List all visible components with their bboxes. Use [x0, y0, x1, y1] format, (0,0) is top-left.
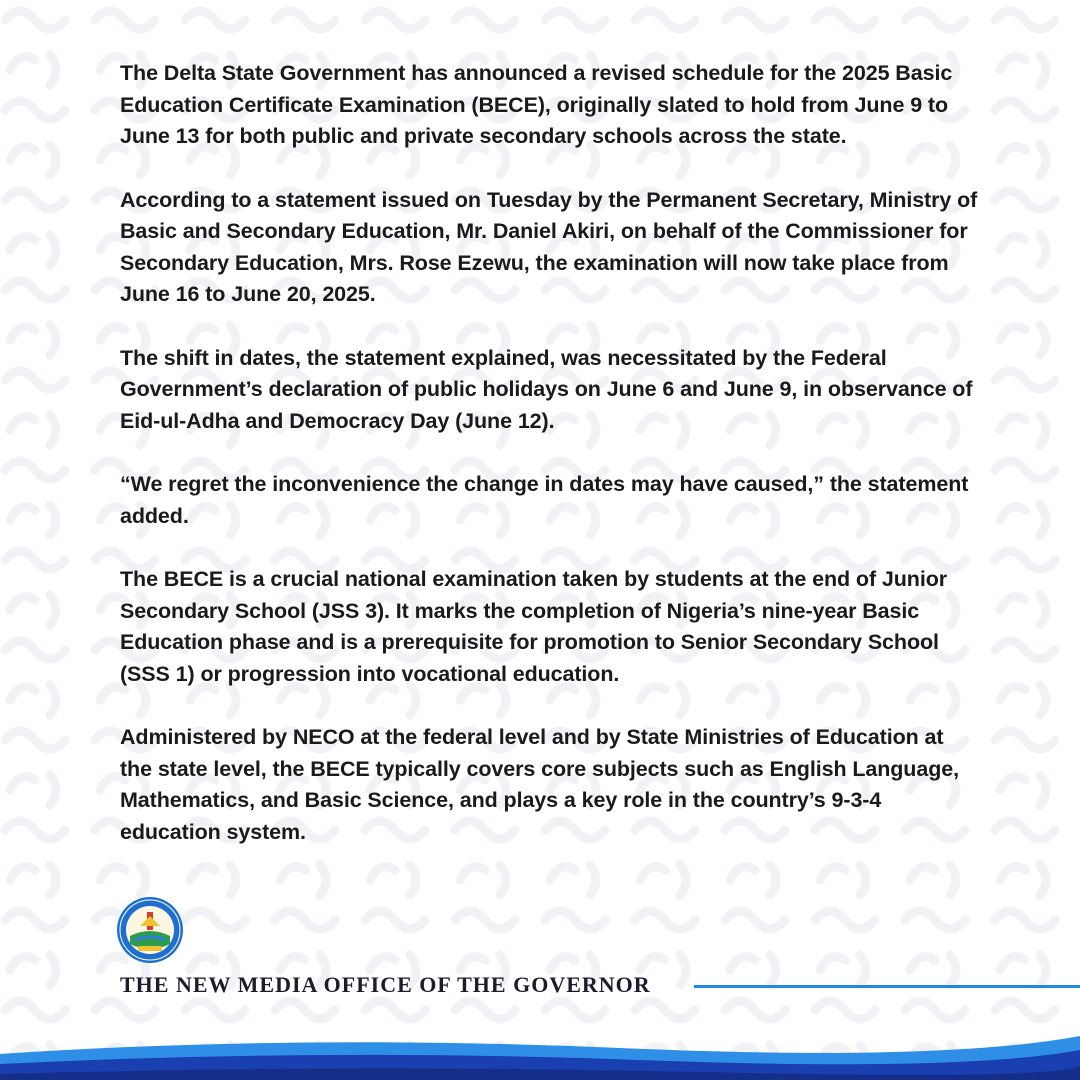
- bottom-wave-decoration: [0, 1026, 1080, 1080]
- paragraph-announcement: The Delta State Government has announced a revised schedule for the 2025 Basic Education Certificate Examination (BECE), originally slated to hold from June 9 to June 13 for both public and private secondary schools across the state.: [120, 61, 953, 148]
- paragraph-bece-info: The BECE is a crucial national examination taken by students at the end of Junior Secondary School (JSS 3). It marks the completion of Nigeria’s nine-year Basic Education phase and is a prerequisite for promotion to Senior Secondary School (SSS 1) or progression into vocational education.: [120, 567, 947, 686]
- paragraph-quote: “We regret the inconvenience the change in dates may have caused,” the statement added.: [120, 472, 969, 528]
- article-body: [120, 58, 980, 880]
- paragraph-administration: Administered by NECO at the federal level and by State Ministries of Education at the state level, the BECE typically covers core subjects such as English Language, Mathematics, and Basic Science, and plays a key role in the country’s 9-3-4 education system.: [120, 725, 959, 844]
- footer-divider-line: [694, 985, 1080, 988]
- paragraph-statement: According to a statement issued on Tuesday by the Permanent Secretary, Ministry of Basic and Secondary Education, Mr. Daniel Akiri, on behalf of the Commissioner for Secondary Education, Mrs. Rose Ezewu, the examination will now take place from June 16 to June 20, 2025.: [120, 187, 978, 306]
- footer-office-title: THE NEW MEDIA OFFICE OF THE GOVERNOR: [120, 972, 651, 997]
- paragraph-reason: The shift in dates, the statement explained, was necessitated by the Federal Government’s declaration of public holidays on June 6 and June 9, in observance of Eid-ul-Adha and Democracy Day (June 12).: [120, 345, 973, 433]
- delta-state-seal-icon: [116, 896, 184, 964]
